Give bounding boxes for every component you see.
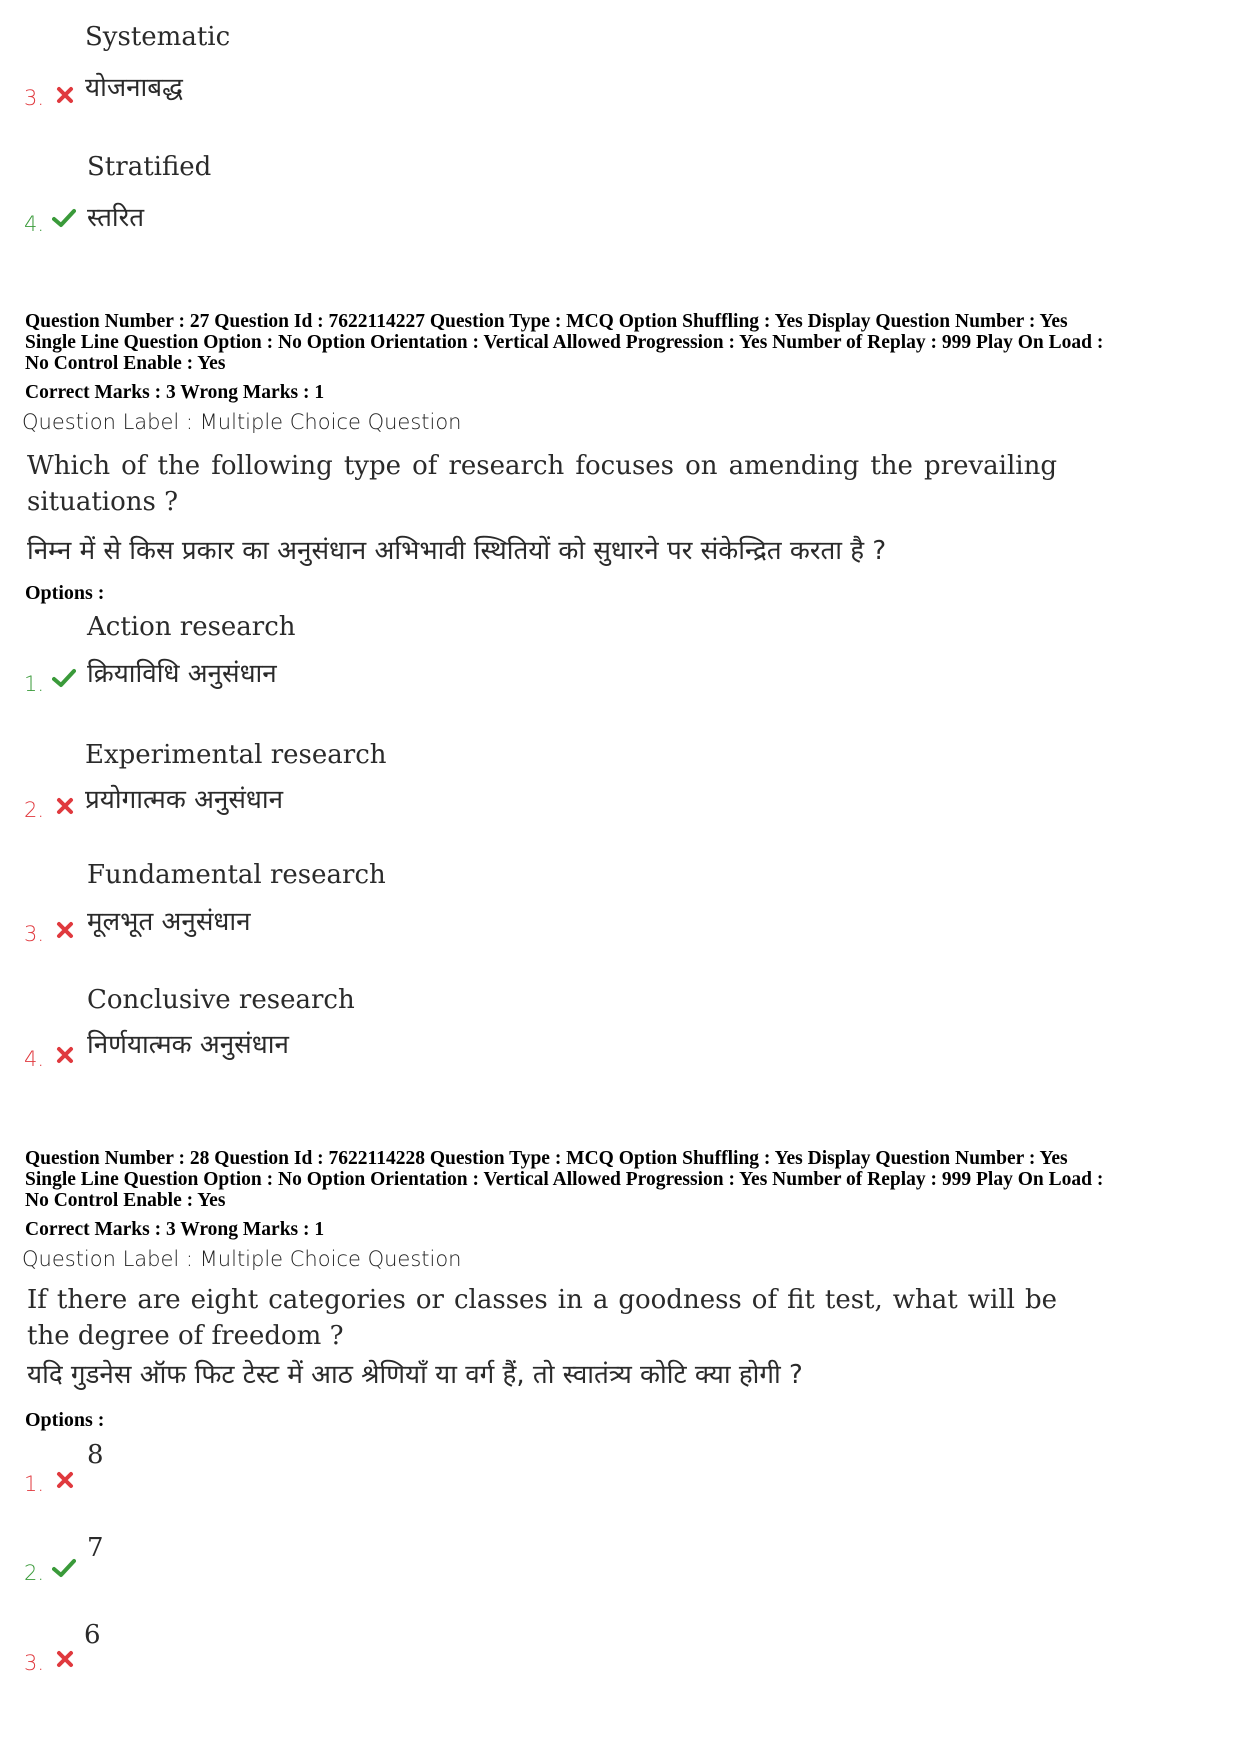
option-number: 2. [24, 798, 45, 822]
question-meta-line: Question Number : 27 Question Id : 7622114227 Question Type : MCQ Option Shuffling : Yes Display Question Number : Yes [25, 311, 1068, 332]
option-text-en: Conclusive research [87, 985, 355, 1015]
option-number: 4. [24, 1047, 45, 1071]
marks-line: Correct Marks : 3 Wrong Marks : 1 [25, 382, 325, 403]
option-text-en: 6 [84, 1620, 101, 1650]
question-text-en: If there are eight categories or classes in a goodness of fit test, what will be the degree of freedom ? [27, 1285, 1057, 1351]
cross-icon [55, 920, 75, 940]
question-meta-line: Question Number : 28 Question Id : 7622114228 Question Type : MCQ Option Shuffling : Yes Display Question Number : Yes [25, 1148, 1068, 1169]
cross-icon [55, 1045, 75, 1065]
option-number: 3. [24, 1651, 45, 1675]
option-text-en: 7 [87, 1533, 104, 1563]
check-icon [52, 208, 76, 228]
option-text-en: Systematic [85, 22, 231, 52]
check-icon [52, 668, 76, 688]
question-meta-line: No Control Enable : Yes [25, 1190, 226, 1211]
option-number: 4. [24, 212, 45, 236]
option-text-hi: मूलभूत अनुसंधान [87, 907, 251, 937]
option-number: 3. [24, 86, 45, 110]
option-text-hi: क्रियाविधि अनुसंधान [87, 659, 277, 689]
cross-icon [55, 796, 75, 816]
check-icon [52, 1558, 76, 1578]
option-text-en: Stratified [87, 152, 212, 182]
options-heading: Options : [25, 1409, 105, 1431]
cross-icon [55, 1470, 75, 1490]
question-text-en: Which of the following type of research focuses on amending the prevailing situations ? [27, 451, 1057, 517]
option-text-en: Action research [87, 612, 296, 642]
option-text-hi: प्रयोगात्मक अनुसंधान [85, 785, 284, 815]
cross-icon [55, 85, 75, 105]
cross-icon [55, 1649, 75, 1669]
option-number: 3. [24, 922, 45, 946]
option-number: 1. [24, 1472, 45, 1496]
option-number: 2. [24, 1561, 45, 1585]
question-meta-line: No Control Enable : Yes [25, 353, 226, 374]
option-text-en: Experimental research [85, 740, 387, 770]
question-meta-line: Single Line Question Option : No Option Orientation : Vertical Allowed Progression : Yes Number of Replay : 999 Play On Load : [25, 1169, 1104, 1190]
option-text-en: Fundamental research [87, 860, 386, 890]
question-meta-line: Single Line Question Option : No Option Orientation : Vertical Allowed Progression : Yes Number of Replay : 999 Play On Load : [25, 332, 1104, 353]
question-label: Question Label : Multiple Choice Question [22, 410, 462, 434]
option-text-hi: स्तरित [87, 203, 145, 233]
question-text-hi: यदि गुडनेस ऑफ फिट टेस्ट में आठ श्रेणियाँ या वर्ग हैं, तो स्वातंत्र्य कोटि क्या होगी ? [27, 1360, 803, 1390]
option-text-hi: योजनाबद्ध [85, 73, 183, 103]
options-heading: Options : [25, 582, 105, 604]
question-text-hi: निम्न में से किस प्रकार का अनुसंधान अभिभावी स्थितियों को सुधारने पर संकेन्द्रित करता है ? [27, 536, 887, 566]
option-text-en: 8 [87, 1440, 104, 1470]
question-label: Question Label : Multiple Choice Question [22, 1247, 462, 1271]
option-text-hi: निर्णयात्मक अनुसंधान [87, 1030, 289, 1060]
marks-line: Correct Marks : 3 Wrong Marks : 1 [25, 1219, 325, 1240]
option-number: 1. [24, 672, 45, 696]
